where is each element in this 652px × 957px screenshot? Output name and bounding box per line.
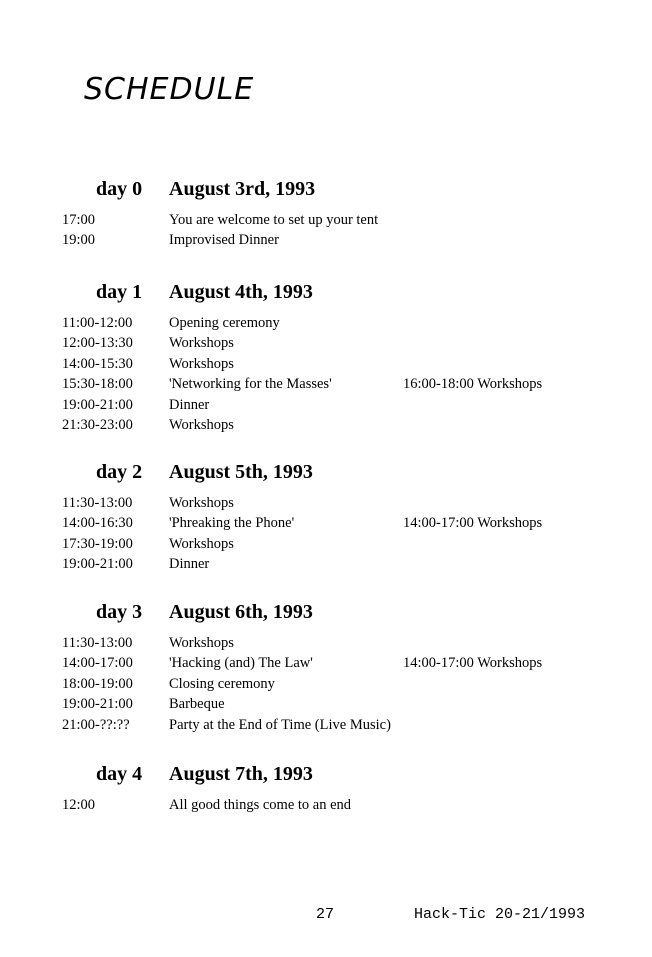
schedule-row	[0, 797, 652, 817]
event-title: Closing ceremony	[169, 675, 275, 692]
event-title: Opening ceremony	[169, 315, 280, 331]
day-section	[0, 601, 652, 737]
time-slot: 11:30-13:00	[62, 495, 133, 511]
day-header	[0, 601, 652, 635]
time-slot: 19:00-21:00	[62, 696, 133, 713]
time-slot: 14:00-15:30	[62, 355, 133, 372]
time-slot: 15:30-18:00	[62, 376, 133, 393]
time-slot: 11:30-13:00	[62, 635, 133, 651]
schedule-row	[0, 536, 652, 556]
time-slot: 17:00	[62, 212, 96, 228]
schedule-row	[0, 376, 652, 396]
event-title: Party at the End of Time (Live Music)	[169, 716, 391, 733]
schedule-row	[0, 717, 652, 737]
day-header	[0, 461, 652, 495]
schedule-row	[0, 556, 652, 576]
day-label: day 1	[96, 281, 143, 303]
day-section	[0, 281, 652, 437]
schedule-row	[0, 397, 652, 417]
time-slot: 12:00-13:30	[62, 335, 133, 352]
schedule-row	[0, 417, 652, 437]
parallel-event: 14:00-17:00 Workshops	[403, 655, 543, 672]
day-label: day 4	[96, 763, 143, 785]
schedule-row	[0, 635, 652, 655]
event-title: Barbeque	[169, 696, 225, 713]
time-slot: 14:00-17:00	[62, 655, 133, 672]
time-slot: 14:00-16:30	[62, 515, 133, 532]
schedule-row	[0, 335, 652, 355]
parallel-event: 14:00-17:00 Workshops	[403, 515, 543, 532]
event-title: 'Hacking (and) The Law'	[169, 655, 313, 672]
time-slot: 21:30-23:00	[62, 416, 133, 433]
schedule-row	[0, 232, 652, 252]
event-title: 'Networking for the Masses'	[169, 376, 332, 393]
publication-name: Hack-Tic 20-21/1993	[414, 906, 586, 923]
schedule-row	[0, 356, 652, 376]
schedule-row	[0, 315, 652, 335]
day-date: August 4th, 1993	[169, 281, 313, 303]
time-slot: 19:00-21:00	[62, 396, 133, 413]
event-title: Workshops	[169, 535, 234, 552]
event-title: Workshops	[169, 416, 234, 433]
day-date: August 7th, 1993	[169, 763, 313, 785]
day-section	[0, 178, 652, 253]
schedule-row	[0, 655, 652, 675]
event-title: Workshops	[169, 355, 234, 372]
day-label: day 3	[96, 601, 143, 623]
day-label: day 2	[96, 461, 143, 483]
time-slot: 12:00	[62, 797, 96, 813]
time-slot: 17:30-19:00	[62, 535, 133, 552]
page-title: SCHEDULE	[84, 72, 255, 107]
page-number: 27	[316, 906, 335, 923]
schedule-row	[0, 676, 652, 696]
parallel-event: 16:00-18:00 Workshops	[403, 376, 543, 393]
event-title: All good things come to an end	[169, 797, 352, 813]
day-header	[0, 178, 652, 212]
time-slot: 21:00-??:??	[62, 716, 130, 733]
schedule-row	[0, 212, 652, 232]
time-slot: 11:00-12:00	[62, 315, 133, 331]
event-title: 'Phreaking the Phone'	[169, 515, 295, 532]
day-date: August 5th, 1993	[169, 461, 313, 483]
time-slot: 19:00	[62, 232, 96, 249]
event-title: Improvised Dinner	[169, 232, 279, 249]
schedule-row	[0, 515, 652, 535]
time-slot: 19:00-21:00	[62, 556, 133, 573]
day-section	[0, 763, 652, 817]
day-date: August 6th, 1993	[169, 601, 313, 623]
event-title: Dinner	[169, 396, 210, 413]
day-header	[0, 763, 652, 797]
day-section	[0, 461, 652, 577]
schedule-row	[0, 495, 652, 515]
event-title: Workshops	[169, 635, 234, 651]
schedule-row	[0, 696, 652, 716]
time-slot: 18:00-19:00	[62, 675, 133, 692]
event-title: You are welcome to set up your tent	[169, 212, 379, 228]
event-title: Workshops	[169, 335, 234, 352]
day-date: August 3rd, 1993	[169, 178, 316, 200]
event-title: Workshops	[169, 495, 234, 511]
day-header	[0, 281, 652, 315]
event-title: Dinner	[169, 556, 210, 573]
day-label: day 0	[96, 178, 143, 200]
